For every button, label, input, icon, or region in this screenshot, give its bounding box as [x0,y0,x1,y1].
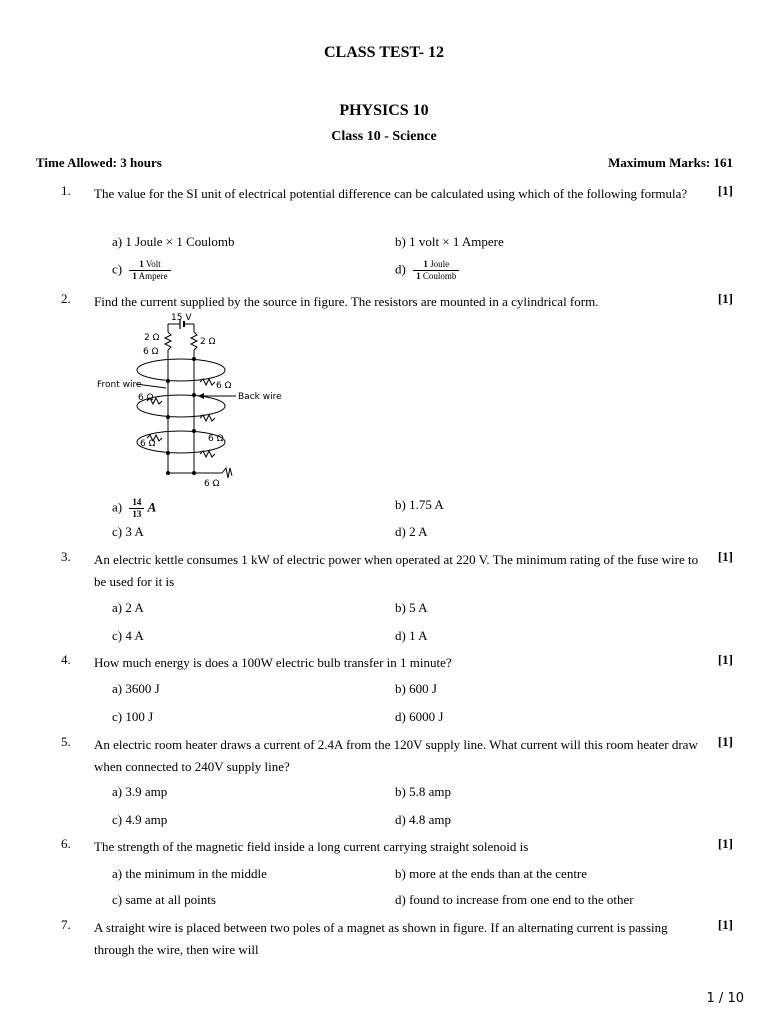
option-c [112,259,171,282]
fraction-denominator-unit: Coulomb [422,271,457,281]
fraction-unit: A [147,499,157,515]
option-b: b) 1 volt × 1 Ampere [395,234,504,249]
junction-dot [166,379,170,383]
option-prefix: c) [112,261,123,277]
resistor-label: 6 Ω [208,434,224,444]
junction-dot [192,357,196,361]
option-a [112,497,156,520]
option-b: b) 600 J [395,681,437,696]
option-a: a) 3.9 amp [112,784,168,799]
resistor-zigzag [222,468,232,478]
question-text: Find the current supplied by the source in figure. The resistors are mounted in a cylindrical form. [94,294,599,309]
question-text: The value for the SI unit of electrical potential difference can be calculated using which of the following formula? [94,186,688,201]
option-c: c) 100 J [112,709,154,724]
resistor-label: 6 Ω [216,381,232,391]
option-prefix: a) [112,499,123,515]
question-text: How much energy is does a 100W electric bulb transfer in 1 minute? [94,655,452,670]
fraction-denominator-unit: Ampere [138,271,168,281]
question-text: A straight wire is placed between two poles of a magnet as shown in figure. If an alternating current is passing through the wire, then wire will [94,920,668,957]
junction-dot [192,393,196,397]
test-title: CLASS TEST- 12 [323,44,445,61]
resistor-label: 6 Ω [140,439,156,449]
junction-dot [192,429,196,433]
option-b: b) more at the ends than at the centre [395,866,588,881]
option-c: c) same at all points [112,892,216,907]
junction-dot [166,415,170,419]
fraction [413,259,459,282]
subject-title: PHYSICS 10 [339,102,429,119]
question-marks: [1] [717,183,733,198]
resistor-zigzag [200,415,215,421]
page-number: 1 / 10 [706,991,744,1006]
option-b: b) 5.8 amp [395,784,451,799]
circuit-figure [96,310,296,490]
fraction-numerator-value: 1 [139,259,144,269]
question-text: An electric kettle consumes 1 kW of electric power when operated at 220 V. The minimum rating of the fuse wire to be used for it is [94,552,699,589]
question-text: The strength of the magnetic field inside a long current carrying straight solenoid is [94,839,529,854]
fraction-denominator-value: 1 [132,271,137,281]
back-wire-label: Back wire [238,392,282,402]
question-number: 6. [61,836,71,851]
question-number: 2. [61,291,71,306]
question-number: 7. [61,917,71,932]
resistor-label: 6 Ω [138,393,154,403]
question-marks: [1] [717,291,733,306]
question-text: An electric room heater draws a current of 2.4A from the 120V supply line. What current will this room heater draw when connected to 240V supply line? [94,737,698,774]
fraction-numerator: 14 [129,497,144,509]
fraction [129,259,170,282]
question-number: 5. [61,734,71,749]
option-b: b) 5 A [395,600,428,615]
source-label: 15 V [171,313,192,323]
resistor-zigzag [165,332,171,350]
resistor-label: 2 Ω [200,337,216,347]
resistor-label: 6 Ω [143,347,159,357]
option-c: c) 3 A [112,524,144,539]
fraction-denominator-value: 1 [416,271,421,281]
fraction-denominator: 13 [132,509,142,519]
question-marks: [1] [717,652,733,667]
option-prefix: d) [395,261,406,277]
option-a: a) 3600 J [112,681,160,696]
resistor-label: 6 Ω [204,479,220,489]
option-c: c) 4 A [112,628,144,643]
option-d: d) 1 A [395,628,428,643]
option-d: d) 2 A [395,524,428,539]
resistor-zigzag [191,332,197,350]
fraction [129,497,144,520]
maximum-marks: Maximum Marks: 161 [608,155,733,170]
option-b: b) 1.75 A [395,497,444,512]
front-wire-label: Front wire [97,380,142,390]
question-number: 4. [61,652,71,667]
loop [137,359,225,381]
question-marks: [1] [717,549,733,564]
resistor-zigzag [200,451,215,457]
junction-dot [166,451,170,455]
option-c: c) 4.9 amp [112,812,168,827]
option-d: d) found to increase from one end to the other [395,892,634,907]
question-marks: [1] [717,917,733,932]
option-a: a) 2 A [112,600,144,615]
fraction-numerator-unit: Volt [145,259,161,269]
question-marks: [1] [717,836,733,851]
question-marks: [1] [717,734,733,749]
option-d [395,259,459,282]
resistor-label: 2 Ω [144,333,160,343]
question-number: 1. [61,183,71,198]
arrow-head [198,393,204,399]
fraction-numerator-value: 1 [423,259,428,269]
time-allowed: Time Allowed: 3 hours [36,155,162,170]
fraction-numerator-unit: Joule [430,259,450,269]
resistor-zigzag [200,379,215,385]
option-a: a) 1 Joule × 1 Coulomb [112,234,235,249]
class-line: Class 10 - Science [331,129,437,144]
question-number: 3. [61,549,71,564]
option-d: d) 4.8 amp [395,812,451,827]
option-a: a) the minimum in the middle [112,866,267,881]
option-d: d) 6000 J [395,709,444,724]
